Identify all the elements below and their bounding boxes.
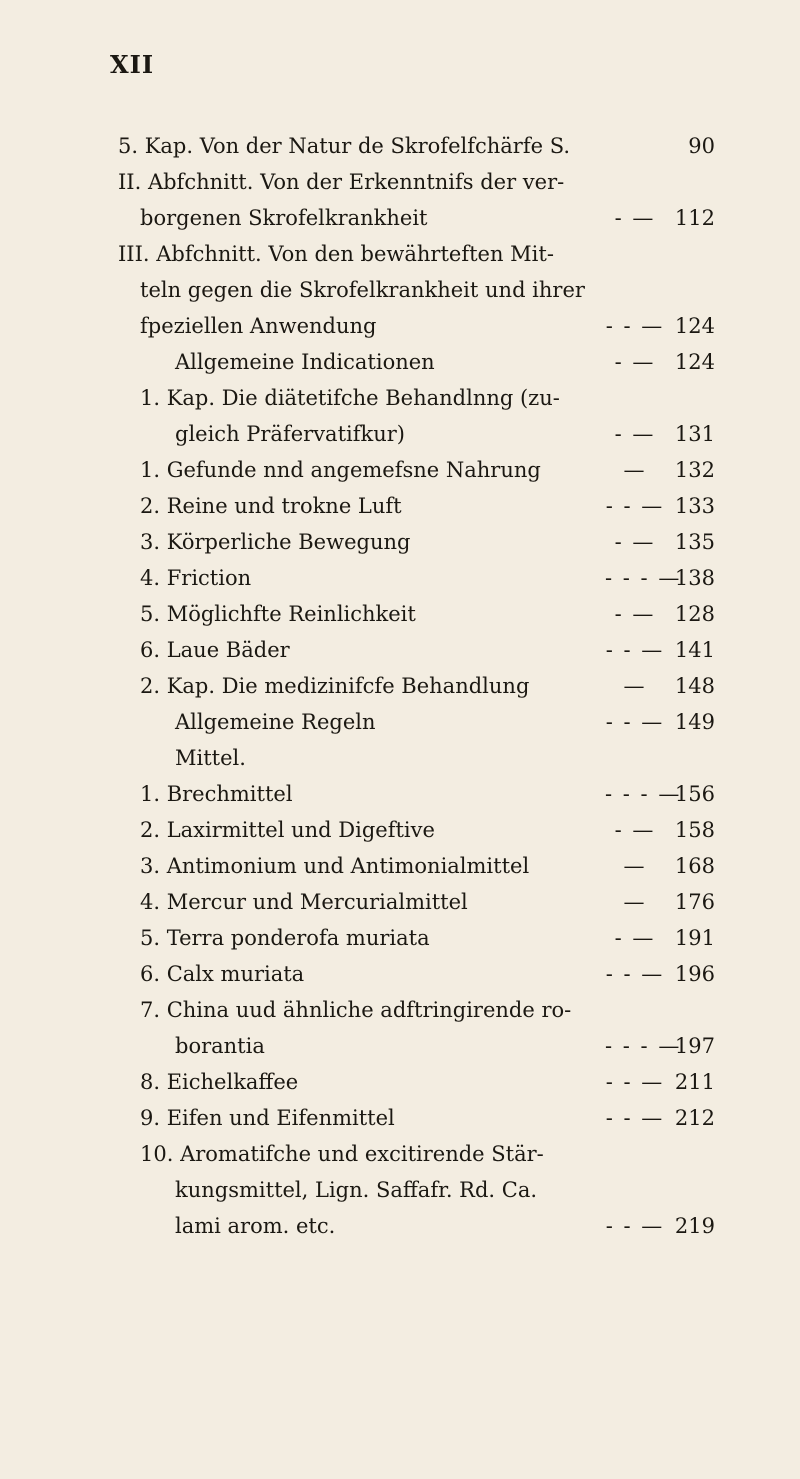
- toc-entry: [0, 128, 800, 164]
- toc-entry-text: 7. China uud ähnliche adftringirende ro-: [140, 998, 572, 1022]
- toc-entry-text: 2. Laxirmittel und Digeftive: [140, 818, 435, 842]
- toc-entry-leader: - —: [614, 422, 656, 446]
- toc-entry: [0, 1172, 800, 1208]
- toc-entry: [0, 380, 800, 416]
- toc-entry-page: 132: [674, 458, 715, 482]
- toc-entry-leader: - - - —: [605, 566, 682, 590]
- toc-entry-leader: - —: [614, 530, 656, 554]
- table-of-contents: [0, 128, 800, 1244]
- toc-entry-text: 2. Reine und trokne Luft: [140, 494, 402, 518]
- toc-entry-leader: - —: [614, 926, 656, 950]
- toc-entry-text: 5. Terra ponderofa muriata: [140, 926, 430, 950]
- toc-entry: [0, 812, 800, 848]
- toc-entry-page: 128: [674, 602, 715, 626]
- toc-entry-leader: - - - —: [605, 782, 682, 806]
- toc-entry: [0, 236, 800, 272]
- toc-entry-page: 133: [674, 494, 715, 518]
- toc-entry: [0, 164, 800, 200]
- toc-entry-page: 124: [674, 314, 715, 338]
- toc-entry-leader: —: [623, 674, 647, 698]
- toc-entry: [0, 1064, 800, 1100]
- toc-entry-leader: —: [623, 890, 647, 914]
- toc-entry-page: 131: [674, 422, 715, 446]
- toc-entry-text: Allgemeine Regeln: [175, 710, 376, 734]
- toc-entry-text: 10. Aromatifche und excitirende Stär-: [140, 1142, 544, 1166]
- toc-entry-page: 176: [674, 890, 715, 914]
- toc-entry-leader: - - —: [605, 494, 665, 518]
- toc-entry: [0, 452, 800, 488]
- toc-entry-leader: - - —: [605, 638, 665, 662]
- toc-entry-leader: - - —: [605, 1106, 665, 1130]
- toc-entry-page: 196: [674, 962, 715, 986]
- toc-entry: [0, 200, 800, 236]
- toc-entry: [0, 920, 800, 956]
- toc-entry-text: 4. Mercur und Mercurialmittel: [140, 890, 468, 914]
- toc-entry-leader: —: [623, 854, 647, 878]
- toc-entry-page: 135: [674, 530, 715, 554]
- toc-entry-leader: - —: [614, 602, 656, 626]
- toc-entry-page: 158: [674, 818, 715, 842]
- toc-entry: [0, 884, 800, 920]
- toc-entry-text: Allgemeine Indicationen: [175, 350, 435, 374]
- toc-entry-text: fpeziellen Anwendung: [140, 314, 377, 338]
- toc-entry-page: 168: [674, 854, 715, 878]
- toc-entry-page: 197: [674, 1034, 715, 1058]
- toc-entry-text: borgenen Skrofelkrankheit: [140, 206, 428, 230]
- toc-entry-page: 112: [674, 206, 715, 230]
- toc-entry: [0, 704, 800, 740]
- toc-entry-leader: - —: [614, 350, 656, 374]
- toc-entry: [0, 344, 800, 380]
- toc-entry: [0, 1100, 800, 1136]
- toc-entry-text: 1. Brechmittel: [140, 782, 293, 806]
- toc-entry: [0, 488, 800, 524]
- toc-entry-page: 149: [674, 710, 715, 734]
- toc-entry-text: II. Abfchnitt. Von der Erkenntnifs der ver-: [118, 170, 565, 194]
- toc-entry-leader: - - - —: [605, 1034, 682, 1058]
- toc-entry-text: kungsmittel, Lign. Saffafr. Rd. Ca.: [175, 1178, 538, 1202]
- toc-entry-page: 124: [674, 350, 715, 374]
- toc-entry-text: teln gegen die Skrofelkrankheit und ihrer: [140, 278, 585, 302]
- page-number: XII: [110, 50, 155, 79]
- toc-entry-leader: —: [623, 458, 647, 482]
- toc-entry: [0, 992, 800, 1028]
- toc-entry-leader: - - —: [605, 1214, 665, 1238]
- toc-entry: [0, 1208, 800, 1244]
- toc-entry-text: 9. Eifen und Eifenmittel: [140, 1106, 395, 1130]
- toc-entry: [0, 1028, 800, 1064]
- toc-entry-leader: - - —: [605, 1070, 665, 1094]
- toc-entry: [0, 272, 800, 308]
- toc-entry-text: 8. Eichelkaffee: [140, 1070, 299, 1094]
- toc-entry: [0, 956, 800, 992]
- toc-entry-text: 3. Antimonium und Antimonialmittel: [140, 854, 530, 878]
- toc-entry-text: III. Abfchnitt. Von den bewährteften Mit-: [118, 242, 554, 266]
- toc-entry-text: 6. Laue Bäder: [140, 638, 290, 662]
- toc-entry-page: 141: [674, 638, 715, 662]
- toc-entry-text: 6. Calx muriata: [140, 962, 305, 986]
- toc-entry: [0, 848, 800, 884]
- toc-entry-text: 4. Friction: [140, 566, 252, 590]
- toc-entry-page: 148: [674, 674, 715, 698]
- toc-entry: [0, 668, 800, 704]
- toc-entry-page: 212: [674, 1106, 715, 1130]
- toc-entry-leader: - - —: [605, 314, 665, 338]
- toc-entry-leader: - - —: [605, 962, 665, 986]
- toc-entry-leader: - —: [614, 818, 656, 842]
- toc-entry-page: 138: [674, 566, 715, 590]
- toc-entry-text: 1. Gefunde nnd angemefsne Nahrung: [140, 458, 541, 482]
- toc-entry-text: lami arom. etc.: [175, 1214, 336, 1238]
- toc-entry-text: Mittel.: [175, 746, 246, 770]
- toc-entry-text: 2. Kap. Die medizinifcfe Behandlung: [140, 674, 530, 698]
- toc-entry: [0, 524, 800, 560]
- toc-entry-text: 5. Möglichfte Reinlichkeit: [140, 602, 416, 626]
- toc-entry-text: borantia: [175, 1034, 265, 1058]
- toc-entry: [0, 308, 800, 344]
- toc-entry-page: 211: [674, 1070, 715, 1094]
- toc-entry-text: 3. Körperliche Bewegung: [140, 530, 411, 554]
- toc-entry-text: gleich Präfervatifkur): [175, 422, 405, 446]
- toc-entry-leader: - —: [614, 206, 656, 230]
- toc-entry-page: 156: [674, 782, 715, 806]
- toc-entry: [0, 560, 800, 596]
- toc-entry-leader: - - —: [605, 710, 665, 734]
- toc-entry-page: 219: [674, 1214, 715, 1238]
- toc-entry-text: 1. Kap. Die diätetifche Behandlnng (zu-: [140, 386, 560, 410]
- toc-entry: [0, 1136, 800, 1172]
- toc-entry: [0, 632, 800, 668]
- toc-entry-page: 90: [688, 134, 715, 158]
- toc-entry: [0, 776, 800, 812]
- toc-entry-page: 191: [674, 926, 715, 950]
- toc-entry: [0, 416, 800, 452]
- toc-entry-text: 5. Kap. Von der Natur de Skrofelfchärfe S.: [118, 134, 571, 158]
- toc-entry: [0, 596, 800, 632]
- toc-entry: [0, 740, 800, 776]
